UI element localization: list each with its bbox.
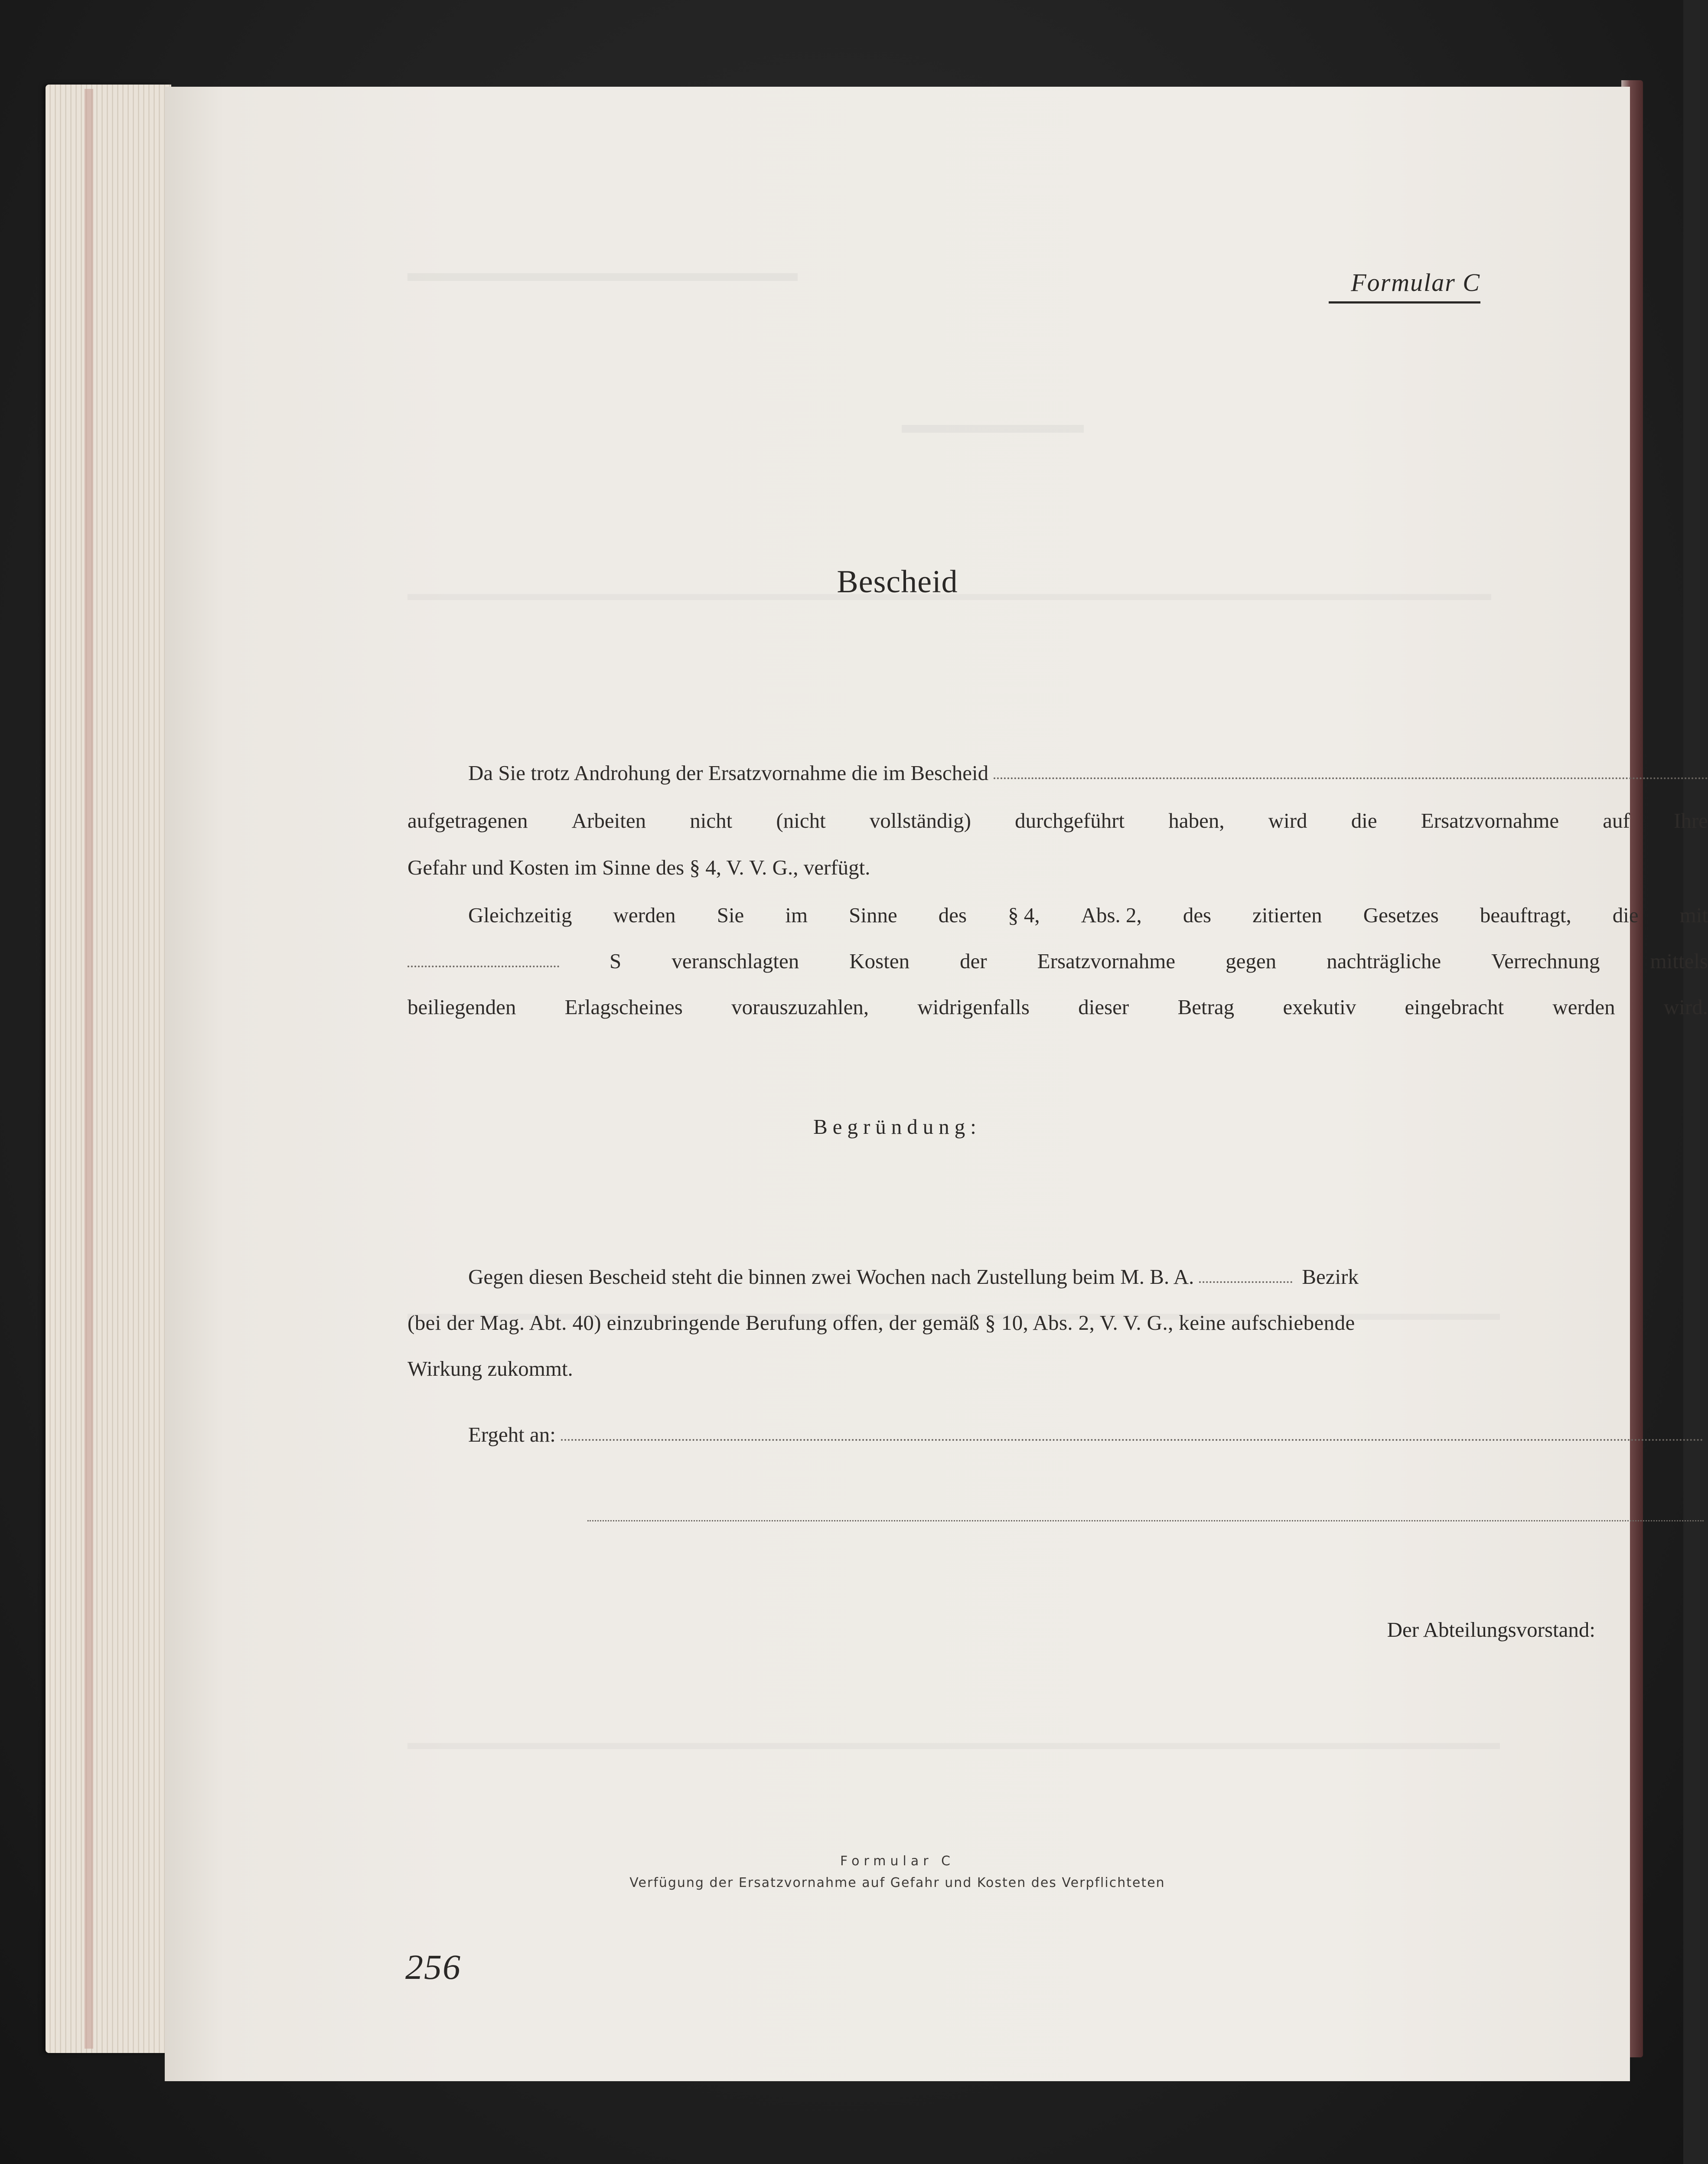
word: wird: [1268, 809, 1307, 832]
show-through-ghost: [902, 425, 1084, 433]
show-through-ghost: [407, 1743, 1500, 1749]
section-heading-begruendung: Begründung:: [813, 1115, 981, 1139]
para1-line2: [407, 810, 1708, 831]
word: die: [1351, 809, 1377, 832]
word: mit: [1679, 903, 1708, 927]
district-dotted-field: [1199, 1281, 1292, 1283]
footer-subtitle: Verfügung der Ersatzvornahme auf Gefahr und Kosten des Verpflichteten: [629, 1875, 1165, 1890]
ergeht-an-label: Ergeht an:: [468, 1423, 556, 1446]
word: veranschlagten: [671, 949, 799, 973]
word: im: [785, 903, 808, 927]
para2-line2: [407, 950, 1708, 972]
signature-label: Der Abteilungsvorstand:: [1387, 1618, 1595, 1642]
fill-in-dotted-line: [994, 777, 1708, 779]
word: Ersatzvornahme: [1037, 949, 1176, 973]
word: haben,: [1168, 809, 1225, 832]
word: Sinne: [849, 903, 897, 927]
para3-line3: Wirkung zukommt.: [407, 1357, 573, 1381]
word: wird.: [1663, 995, 1708, 1019]
word: dieser: [1078, 995, 1129, 1019]
word: eingebracht: [1405, 995, 1504, 1019]
word: beauftragt,: [1480, 903, 1571, 927]
word: zitierten: [1252, 903, 1322, 927]
word: Gesetzes: [1363, 903, 1439, 927]
word: mittels: [1650, 949, 1708, 973]
word: werden: [613, 903, 676, 927]
word: widrigenfalls: [917, 995, 1030, 1019]
word: die: [1612, 903, 1639, 927]
word: (nicht: [776, 809, 826, 832]
word: des: [938, 903, 967, 927]
word: Ersatzvornahme: [1421, 809, 1559, 832]
para2-line3: [407, 996, 1708, 1018]
word: werden: [1552, 995, 1615, 1019]
page-stack-edge: [46, 85, 171, 2053]
word: vollständig): [869, 809, 971, 832]
page-number: 256: [405, 1947, 461, 1987]
word: gegen: [1226, 949, 1277, 973]
word: nachträgliche: [1327, 949, 1441, 973]
word: durchgeführt: [1015, 809, 1125, 832]
word: des: [1183, 903, 1212, 927]
para1-line3: Gefahr und Kosten im Sinne des § 4, V. V. G., verfügt.: [407, 855, 870, 879]
recipient-line: [468, 1424, 1704, 1445]
word: Sie: [717, 903, 744, 927]
book-page: [165, 87, 1708, 2081]
para3-text-bezirk: Bezirk: [1302, 1265, 1359, 1289]
recipient-dotted-line-2: [587, 1520, 1704, 1521]
word: Ihre: [1674, 809, 1708, 832]
word: § 4,: [1008, 903, 1040, 927]
word: exekutiv: [1283, 995, 1356, 1019]
word: beiliegenden: [407, 995, 516, 1019]
formular-label: Formular C: [1329, 268, 1480, 304]
word: aufgetragenen: [407, 809, 528, 832]
word: Arbeiten: [571, 809, 646, 832]
show-through-ghost: [407, 273, 798, 281]
word: nicht: [690, 809, 733, 832]
word: Abs. 2,: [1081, 903, 1142, 927]
amount-dotted-field: [407, 950, 559, 967]
word: Gleichzeitig: [468, 903, 572, 927]
word: Verrechnung: [1491, 949, 1600, 973]
para3-text-1: Gegen diesen Bescheid steht die binnen zwei Wochen nach Zustellung beim M. B. A.: [468, 1265, 1194, 1289]
para3-line2: (bei der Mag. Abt. 40) einzubringende Berufung offen, der gemäß § 10, Abs. 2, V. V. G., keine aufschiebende: [407, 1311, 1355, 1335]
para1-line1: [468, 762, 1708, 783]
word: Erlagscheines: [564, 995, 683, 1019]
recipient-dotted-field: [561, 1439, 1704, 1441]
word: der: [960, 949, 987, 973]
word: auf: [1603, 809, 1630, 832]
word: S: [610, 949, 622, 973]
para1-text-1: Da Sie trotz Androhung der Ersatzvornahme die im Bescheid: [468, 761, 989, 785]
page-stack-shadow: [85, 89, 93, 2049]
word: Kosten: [849, 949, 910, 973]
para2-line1: [468, 904, 1708, 926]
word: Betrag: [1177, 995, 1235, 1019]
para3-line1: [468, 1266, 1708, 1287]
word: vorauszuzahlen,: [731, 995, 869, 1019]
document-title: Bescheid: [837, 564, 958, 600]
footer-title: Formular C: [840, 1854, 955, 1869]
